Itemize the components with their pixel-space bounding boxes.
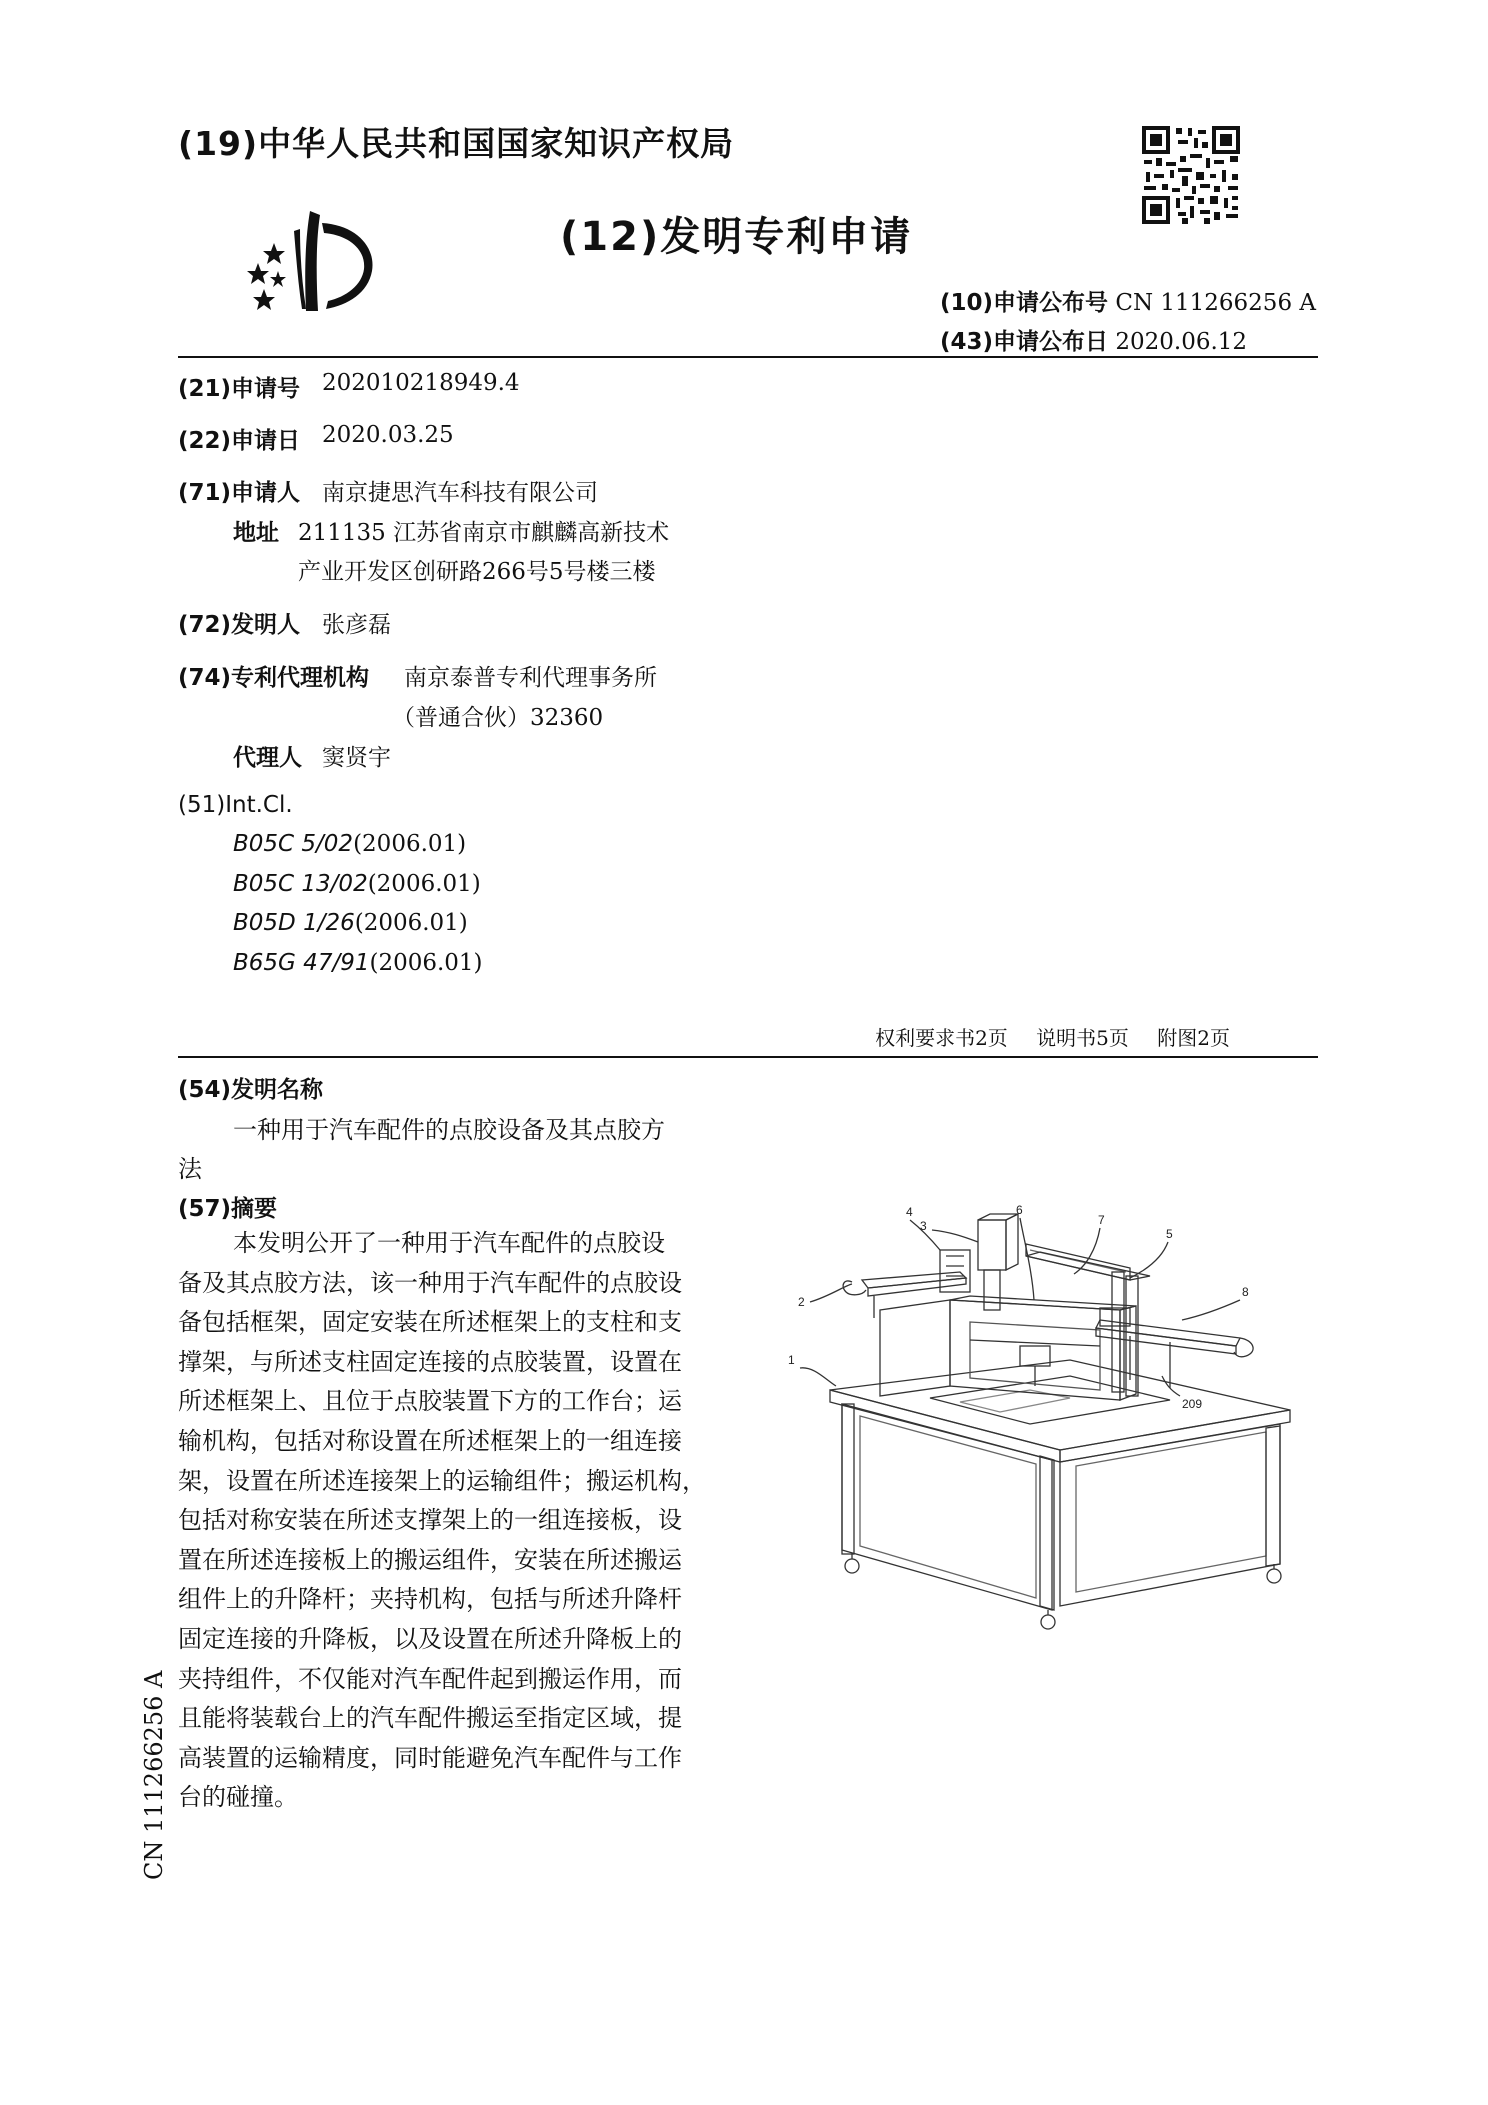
ipc-code: B65G 47/91 (233, 950, 370, 976)
abstract-line: 高装置的运输精度，同时能避免汽车配件与工作 (178, 1743, 682, 1772)
abstract-line: 组件上的升降杆；夹持机构，包括与所述升降杆 (178, 1585, 682, 1614)
ipc-entry (233, 871, 481, 897)
side-publication-number: CN 111266256 A (140, 1670, 168, 1880)
abstract-line: 本发明公开了一种用于汽车配件的点胶设 (233, 1229, 665, 1257)
applicant: 南京捷思汽车科技有限公司 (322, 480, 598, 506)
ipc-version: (2006.01) (353, 831, 467, 857)
inventor: 张彦磊 (322, 612, 391, 638)
drawings-pages: 附图2页 (1157, 1026, 1230, 1050)
ipc-version: (2006.01) (354, 910, 468, 936)
application-date: 2020.03.25 (322, 422, 454, 448)
header-divider (178, 356, 1318, 358)
ipc-code: B05C 5/02 (233, 831, 354, 857)
cnipa-logo-icon (244, 205, 394, 315)
claims-pages: 权利要求书2页 (875, 1026, 1008, 1050)
abstract-line: 输机构，包括对称设置在所述框架上的一组连接 (178, 1426, 682, 1455)
abstract-line: 台的碰撞。 (178, 1783, 298, 1812)
office-name: (19)中华人民共和国国家知识产权局 (178, 124, 735, 163)
abstract-text (178, 1224, 738, 1818)
document-type: (12)发明专利申请 (560, 214, 913, 260)
abstract-line: 备包括框架，固定安装在所述框架上的支柱和支 (178, 1308, 682, 1337)
ipc-code: B05D 1/26 (233, 910, 355, 936)
figure-label: 209 (1182, 1397, 1203, 1411)
agent-label: 代理人 (233, 745, 302, 771)
applicant-label: (71)申请人 (178, 480, 301, 506)
abstract-line: 备及其点胶方法，该一种用于汽车配件的点胶设 (178, 1268, 682, 1297)
section-divider (178, 1056, 1318, 1058)
publication-date-row (940, 323, 1247, 356)
address-label: 地址 (233, 520, 279, 546)
abstract-line: 所述框架上、且位于点胶装置下方的工作台；运 (178, 1387, 682, 1416)
inventor-label: (72)发明人 (178, 612, 301, 638)
qr-code-icon (1142, 126, 1240, 224)
abstract-line: 置在所述连接板上的搬运组件，安装在所述搬运 (178, 1545, 682, 1574)
address-line-1: 211135 江苏省南京市麒麟高新技术 (298, 520, 670, 546)
ipc-entry (233, 950, 483, 976)
address-line-2: 产业开发区创研路266号5号楼三楼 (298, 559, 656, 585)
abstract-line: 包括对称安装在所述支撑架上的一组连接板，设 (178, 1506, 682, 1535)
ipc-version: (2006.01) (367, 871, 481, 897)
figure-label: 4 (906, 1205, 913, 1219)
agent: 窦贤宇 (322, 745, 391, 771)
abstract-label: (57)摘要 (178, 1196, 278, 1222)
figure-label: 8 (1242, 1285, 1249, 1299)
agency-label: (74)专利代理机构 (178, 665, 370, 691)
ipc-entry (233, 831, 466, 857)
application-date-label: (22)申请日 (178, 428, 301, 454)
publication-date: 2020.06.12 (1115, 329, 1248, 355)
title-label: (54)发明名称 (178, 1077, 324, 1103)
abstract-line: 架，设置在所述连接架上的运输组件；搬运机构， (178, 1466, 706, 1495)
title-line-1: 一种用于汽车配件的点胶设备及其点胶方 (233, 1116, 665, 1144)
figure-label: 6 (1016, 1203, 1023, 1217)
description-pages: 说明书5页 (1036, 1026, 1129, 1050)
abstract-line: 撑架，与所述支柱固定连接的点胶装置，设置在 (178, 1347, 682, 1376)
machine-drawing (770, 1180, 1330, 1640)
abstract-line: 夹持组件，不仅能对汽车配件起到搬运作用，而 (178, 1664, 682, 1693)
application-number: 202010218949.4 (322, 370, 520, 396)
publication-number-row (940, 284, 1316, 317)
agency-line-1: 南京泰普专利代理事务所 (404, 665, 657, 691)
abstract-line: 且能将装载台上的汽车配件搬运至指定区域，提 (178, 1704, 682, 1733)
int-cl-label: (51)Int.Cl. (178, 792, 293, 818)
figure-label: 7 (1098, 1213, 1105, 1227)
ipc-code: B05C 13/02 (233, 871, 368, 897)
figure-label: 2 (798, 1295, 805, 1309)
publication-date-label: (43)申请公布日 (940, 329, 1109, 355)
application-number-label: (21)申请号 (178, 376, 301, 402)
abstract-line: 固定连接的升降板，以及设置在所述升降板上的 (178, 1624, 682, 1653)
publication-number-label: (10)申请公布号 (940, 290, 1109, 316)
page-counts (875, 1022, 1230, 1051)
publication-number: CN 111266256 A (1115, 290, 1316, 316)
figure-label: 5 (1166, 1227, 1173, 1241)
title-line-2: 法 (178, 1155, 202, 1183)
figure-label: 1 (788, 1353, 795, 1367)
figure-label: 3 (920, 1219, 927, 1233)
agency-line-2: （普通合伙）32360 (392, 705, 604, 731)
ipc-version: (2006.01) (369, 950, 483, 976)
ipc-entry (233, 910, 468, 936)
